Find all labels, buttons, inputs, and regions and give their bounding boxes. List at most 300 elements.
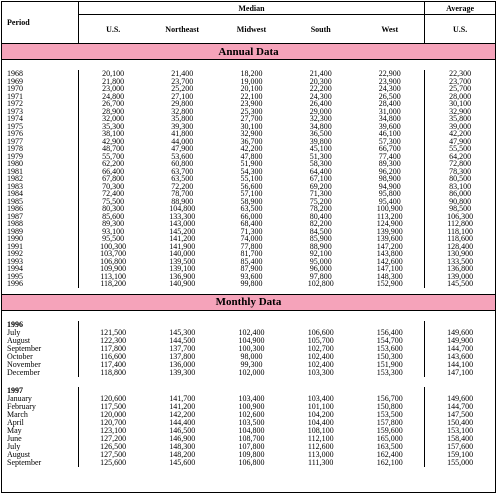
period-cell: 1994 — [2, 265, 78, 273]
period-cell: 1992 — [2, 250, 78, 258]
period-cell: March — [2, 411, 78, 419]
median-group-header: Median — [78, 2, 424, 15]
value-cell: 23,700 — [171, 76, 194, 86]
value-cell: 29,000 — [309, 106, 332, 116]
value-cell: 55,100 — [240, 174, 263, 183]
value-cell: 84,500 — [309, 226, 332, 236]
value-cell: 32,900 — [240, 129, 263, 138]
value-cell: 20,100 — [102, 69, 125, 78]
value-cell: 159,600 — [376, 425, 403, 435]
value-cell: 42,200 — [240, 144, 263, 153]
value-cell: 26,700 — [102, 99, 125, 108]
value-cell: 96,000 — [309, 264, 332, 273]
value-cell: 150,300 — [376, 351, 403, 361]
annual-section — [2, 44, 495, 288]
value-cell: 23,700 — [425, 78, 495, 86]
period-cell: 1974 — [2, 115, 78, 123]
value-cell: 162,100 — [376, 457, 403, 467]
period-cell: 1985 — [2, 198, 78, 206]
value-cell: 25,200 — [171, 84, 194, 93]
value-cell: 98,500 — [425, 205, 495, 213]
value-cell: 94,900 — [378, 181, 401, 191]
value-cell: 104,400 — [307, 417, 334, 427]
value-cell: 144,500 — [169, 335, 196, 345]
value-cell: 152,900 — [376, 279, 403, 288]
value-cell: 77,800 — [240, 241, 263, 251]
value-cell: 99,800 — [240, 279, 263, 288]
value-cell: 24,300 — [309, 91, 332, 101]
value-cell: 113,100 — [100, 271, 127, 281]
value-cell: 109,900 — [100, 264, 127, 273]
value-cell: 72,800 — [425, 160, 495, 168]
value-cell: 139,300 — [169, 367, 196, 377]
value-cell: 142,600 — [376, 256, 403, 266]
period-cell: 1991 — [2, 243, 78, 251]
value-cell: 108,100 — [307, 425, 334, 435]
value-cell: 47,900 — [425, 138, 495, 146]
value-cell: 139,100 — [169, 264, 196, 273]
value-cell: 104,800 — [238, 425, 265, 435]
value-cell: 133,300 — [169, 211, 196, 221]
value-cell: 39,600 — [378, 121, 401, 131]
value-cell: 22,900 — [378, 69, 401, 78]
value-cell: 118,100 — [425, 228, 495, 236]
value-cell: 32,300 — [309, 114, 332, 123]
period-cell: September — [2, 459, 78, 467]
year-group-label: 1996 — [2, 321, 78, 329]
value-cell: 121,500 — [100, 327, 127, 337]
period-cell: 1968 — [2, 70, 78, 78]
value-cell: 19,000 — [240, 76, 263, 86]
period-cell: 1972 — [2, 100, 78, 108]
period-cell: 1979 — [2, 153, 78, 161]
value-cell: 66,000 — [240, 211, 263, 221]
value-cell: 100,900 — [376, 204, 403, 213]
value-cell: 75,500 — [102, 196, 125, 206]
value-cell: 47,800 — [240, 151, 263, 161]
value-cell: 100,900 — [238, 401, 265, 411]
value-cell: 38,100 — [102, 129, 125, 138]
value-cell: 57,300 — [378, 136, 401, 146]
value-cell: 153,600 — [376, 343, 403, 353]
value-cell: 145,600 — [169, 457, 196, 467]
col-header-midwest: Midwest — [217, 15, 286, 44]
period-cell: 1993 — [2, 258, 78, 266]
value-cell: 143,600 — [425, 353, 495, 361]
period-cell: 1987 — [2, 213, 78, 221]
value-cell: 140,000 — [169, 249, 196, 258]
value-cell: 112,600 — [307, 441, 334, 451]
value-cell: 95,400 — [378, 196, 401, 206]
col-header-average-us: U.S. — [425, 15, 495, 44]
value-cell: 120,000 — [100, 409, 127, 419]
value-cell: 141,700 — [169, 393, 196, 403]
period-cell: 1988 — [2, 220, 78, 228]
value-cell: 136,900 — [169, 271, 196, 281]
value-cell: 64,200 — [425, 153, 495, 161]
col-header-west: West — [355, 15, 424, 44]
value-cell: 35,300 — [102, 121, 125, 131]
value-cell: 120,600 — [100, 393, 127, 403]
table-row — [2, 369, 495, 377]
value-cell: 102,400 — [307, 359, 334, 369]
col-header-northeast: Northeast — [148, 15, 217, 44]
value-cell: 148,200 — [169, 449, 196, 459]
value-cell: 39,300 — [171, 121, 194, 131]
value-cell: 64,400 — [309, 166, 332, 176]
period-cell: July — [2, 443, 78, 451]
value-cell: 104,800 — [169, 204, 196, 213]
value-cell: 24,800 — [102, 91, 125, 101]
value-cell: 99,300 — [240, 359, 263, 369]
value-cell: 53,600 — [171, 151, 194, 161]
value-cell: 102,400 — [307, 351, 334, 361]
value-cell: 85,900 — [309, 234, 332, 243]
value-cell: 63,500 — [171, 174, 194, 183]
value-cell: 78,300 — [425, 168, 495, 176]
value-cell: 25,700 — [425, 85, 495, 93]
value-cell: 82,200 — [309, 219, 332, 228]
table-row — [2, 280, 495, 288]
value-cell: 88,900 — [171, 196, 194, 206]
period-cell: April — [2, 419, 78, 427]
value-cell: 105,700 — [307, 335, 334, 345]
value-cell: 157,600 — [425, 443, 495, 451]
value-cell: 34,800 — [309, 121, 332, 131]
value-cell: 113,200 — [376, 211, 403, 221]
value-cell: 103,500 — [238, 417, 265, 427]
value-cell: 27,100 — [171, 91, 194, 101]
value-cell: 22,100 — [240, 91, 263, 101]
value-cell: 136,800 — [425, 265, 495, 273]
value-cell: 103,700 — [100, 249, 127, 258]
value-cell: 80,300 — [102, 204, 125, 213]
value-cell: 147,200 — [376, 241, 403, 251]
period-cell: 1970 — [2, 85, 78, 93]
value-cell: 62,200 — [102, 159, 125, 168]
value-cell: 104,200 — [307, 409, 334, 419]
value-cell: 118,600 — [425, 235, 495, 243]
value-cell: 100,300 — [100, 241, 127, 251]
value-cell: 42,900 — [102, 136, 125, 146]
value-cell: 130,900 — [425, 250, 495, 258]
value-cell: 123,100 — [100, 425, 127, 435]
value-cell: 23,900 — [378, 76, 401, 86]
value-cell: 34,800 — [378, 114, 401, 123]
value-cell: 162,400 — [376, 449, 403, 459]
value-cell: 47,900 — [171, 144, 194, 153]
value-cell: 80,400 — [309, 211, 332, 221]
value-cell: 107,800 — [238, 441, 265, 451]
value-cell: 112,800 — [425, 220, 495, 228]
value-cell: 153,500 — [376, 409, 403, 419]
value-cell: 58,300 — [309, 159, 332, 168]
value-cell: 41,800 — [171, 129, 194, 138]
period-cell: 1982 — [2, 175, 78, 183]
value-cell: 23,900 — [240, 99, 263, 108]
value-cell: 44,000 — [171, 136, 194, 146]
period-cell: 1986 — [2, 205, 78, 213]
value-cell: 35,800 — [425, 115, 495, 123]
value-cell: 85,400 — [240, 256, 263, 266]
value-cell: 151,900 — [376, 359, 403, 369]
value-cell: 145,300 — [169, 327, 196, 337]
value-cell: 118,200 — [100, 279, 127, 288]
value-cell: 117,500 — [100, 401, 127, 411]
average-group-header: Average — [425, 2, 495, 15]
value-cell: 140,900 — [169, 279, 196, 288]
value-cell: 139,600 — [376, 234, 403, 243]
period-cell: 1978 — [2, 145, 78, 153]
value-cell: 81,700 — [240, 249, 263, 258]
value-cell: 133,500 — [425, 258, 495, 266]
value-cell: 125,600 — [100, 457, 127, 467]
value-cell: 95,000 — [309, 256, 332, 266]
period-cell: 1996 — [2, 280, 78, 288]
value-cell: 57,100 — [240, 189, 263, 198]
value-cell: 139,900 — [376, 226, 403, 236]
value-cell: 88,900 — [309, 241, 332, 251]
value-cell: 97,800 — [309, 271, 332, 281]
value-cell: 22,300 — [425, 70, 495, 78]
value-cell: 30,100 — [425, 100, 495, 108]
period-cell: January — [2, 395, 78, 403]
value-cell: 149,900 — [425, 337, 495, 345]
table-row — [2, 459, 495, 467]
value-cell: 95,800 — [378, 189, 401, 198]
value-cell: 66,400 — [102, 166, 125, 176]
value-cell: 29,800 — [171, 99, 194, 108]
value-cell: 32,000 — [102, 114, 125, 123]
period-cell: November — [2, 361, 78, 369]
value-cell: 98,900 — [378, 174, 401, 183]
value-cell: 128,400 — [425, 243, 495, 251]
value-cell: 35,800 — [171, 114, 194, 123]
period-cell: 1969 — [2, 78, 78, 86]
value-cell: 137,800 — [169, 351, 196, 361]
value-cell: 78,700 — [171, 189, 194, 198]
value-cell: 63,500 — [240, 204, 263, 213]
value-cell: 32,900 — [425, 108, 495, 116]
value-cell: 145,500 — [425, 280, 495, 288]
value-cell: 144,700 — [425, 403, 495, 411]
period-cell: May — [2, 427, 78, 435]
period-cell: 1971 — [2, 93, 78, 101]
value-cell: 158,400 — [425, 435, 495, 443]
annual-section-title: Annual Data — [2, 44, 495, 60]
value-cell: 71,300 — [309, 189, 332, 198]
value-cell: 39,000 — [425, 123, 495, 131]
value-cell: 147,100 — [425, 369, 495, 377]
period-cell: June — [2, 435, 78, 443]
value-cell: 89,300 — [378, 159, 401, 168]
value-cell: 116,600 — [100, 351, 127, 361]
value-cell: 117,800 — [100, 343, 127, 353]
value-cell: 159,100 — [425, 451, 495, 459]
value-cell: 141,200 — [169, 234, 196, 243]
period-cell: August — [2, 451, 78, 459]
period-cell: July — [2, 329, 78, 337]
value-cell: 31,000 — [378, 106, 401, 116]
value-cell: 85,600 — [102, 211, 125, 221]
value-cell: 75,200 — [309, 196, 332, 206]
value-cell: 144,400 — [169, 417, 196, 427]
value-cell: 144,700 — [425, 345, 495, 353]
value-cell: 95,500 — [102, 234, 125, 243]
value-cell: 102,000 — [238, 367, 265, 377]
value-cell: 20,300 — [309, 76, 332, 86]
value-cell: 27,700 — [240, 114, 263, 123]
value-cell: 20,100 — [240, 84, 263, 93]
period-cell: February — [2, 403, 78, 411]
value-cell: 68,400 — [240, 219, 263, 228]
value-cell: 109,800 — [238, 449, 265, 459]
value-cell: 154,700 — [376, 335, 403, 345]
value-cell: 32,800 — [171, 106, 194, 116]
value-cell: 103,300 — [307, 367, 334, 377]
period-cell: September — [2, 345, 78, 353]
value-cell: 98,000 — [240, 351, 263, 361]
period-cell: October — [2, 353, 78, 361]
period-cell: 1977 — [2, 138, 78, 146]
value-cell: 51,300 — [309, 151, 332, 161]
value-cell: 46,100 — [378, 129, 401, 138]
value-cell: 93,600 — [240, 271, 263, 281]
value-cell: 72,400 — [102, 189, 125, 198]
value-cell: 139,500 — [169, 256, 196, 266]
value-cell: 103,400 — [307, 393, 334, 403]
value-cell: 56,600 — [240, 181, 263, 191]
period-cell: 1995 — [2, 273, 78, 281]
value-cell: 146,900 — [169, 433, 196, 443]
value-cell: 21,400 — [309, 69, 332, 78]
value-cell: 149,600 — [425, 329, 495, 337]
value-cell: 28,900 — [102, 106, 125, 116]
value-cell: 71,300 — [240, 226, 263, 236]
value-cell: 102,600 — [238, 409, 265, 419]
value-cell: 54,300 — [240, 166, 263, 176]
value-cell: 18,200 — [240, 69, 263, 78]
value-cell: 92,100 — [309, 249, 332, 258]
value-cell: 96,200 — [378, 166, 401, 176]
value-cell: 106,600 — [307, 327, 334, 337]
value-cell: 147,500 — [425, 411, 495, 419]
value-cell: 86,000 — [425, 190, 495, 198]
col-header-south: South — [286, 15, 355, 44]
value-cell: 101,100 — [307, 401, 334, 411]
value-cell: 74,000 — [240, 234, 263, 243]
period-cell: 1973 — [2, 108, 78, 116]
value-cell: 21,800 — [102, 76, 125, 86]
value-cell: 146,500 — [169, 425, 196, 435]
value-cell: 156,400 — [376, 327, 403, 337]
value-cell: 25,300 — [240, 106, 263, 116]
value-cell: 100,300 — [238, 343, 265, 353]
value-cell: 157,800 — [376, 417, 403, 427]
value-cell: 148,300 — [376, 271, 403, 281]
value-cell: 153,300 — [376, 367, 403, 377]
value-cell: 118,800 — [100, 367, 127, 377]
value-cell: 83,100 — [425, 183, 495, 191]
value-cell: 163,500 — [376, 441, 403, 451]
value-cell: 67,100 — [309, 174, 332, 183]
value-cell: 148,300 — [169, 441, 196, 451]
value-cell: 106,300 — [425, 213, 495, 221]
period-cell: 1976 — [2, 130, 78, 138]
value-cell: 120,700 — [100, 417, 127, 427]
value-cell: 24,300 — [378, 84, 401, 93]
period-cell: 1990 — [2, 235, 78, 243]
monthly-section — [2, 288, 495, 467]
value-cell: 106,800 — [238, 457, 265, 467]
period-cell: December — [2, 369, 78, 377]
value-cell: 143,800 — [376, 249, 403, 258]
value-cell: 150,400 — [425, 419, 495, 427]
value-cell: 58,900 — [240, 196, 263, 206]
value-cell: 144,100 — [425, 361, 495, 369]
value-cell: 28,400 — [378, 99, 401, 108]
value-cell: 112,100 — [307, 433, 334, 443]
period-cell: 1984 — [2, 190, 78, 198]
value-cell: 156,700 — [376, 393, 403, 403]
value-cell: 55,500 — [425, 145, 495, 153]
value-cell: 155,000 — [425, 459, 495, 467]
value-cell: 80,500 — [425, 175, 495, 183]
price-table — [2, 2, 495, 467]
value-cell: 102,400 — [238, 327, 265, 337]
value-cell: 63,700 — [171, 166, 194, 176]
value-cell: 87,900 — [240, 264, 263, 273]
value-cell: 147,100 — [376, 264, 403, 273]
value-cell: 141,900 — [169, 241, 196, 251]
monthly-section-title: Monthly Data — [2, 294, 495, 310]
value-cell: 30,100 — [240, 121, 263, 131]
year-group-label: 1997 — [2, 387, 78, 395]
value-cell: 66,700 — [378, 144, 401, 153]
value-cell: 165,000 — [376, 433, 403, 443]
value-cell: 42,200 — [425, 130, 495, 138]
value-cell: 55,700 — [102, 151, 125, 161]
value-cell: 113,000 — [307, 449, 334, 459]
value-cell: 39,800 — [309, 136, 332, 146]
value-cell: 124,900 — [376, 219, 403, 228]
value-cell: 45,100 — [309, 144, 332, 153]
period-cell: 1975 — [2, 123, 78, 131]
value-cell: 127,500 — [100, 449, 127, 459]
period-cell: 1980 — [2, 160, 78, 168]
value-cell: 126,500 — [100, 441, 127, 451]
value-cell: 72,200 — [171, 181, 194, 191]
value-cell: 51,900 — [240, 159, 263, 168]
period-cell: August — [2, 337, 78, 345]
value-cell: 142,200 — [169, 409, 196, 419]
value-cell: 48,700 — [102, 144, 125, 153]
value-cell: 93,100 — [102, 226, 125, 236]
value-cell: 108,700 — [238, 433, 265, 443]
value-cell: 77,400 — [378, 151, 401, 161]
period-cell: 1989 — [2, 228, 78, 236]
value-cell: 26,400 — [309, 99, 332, 108]
value-cell: 122,300 — [100, 335, 127, 345]
value-cell: 103,400 — [238, 393, 265, 403]
value-cell: 60,800 — [171, 159, 194, 168]
period-cell: 1981 — [2, 168, 78, 176]
value-cell: 149,600 — [425, 395, 495, 403]
value-cell: 145,200 — [169, 226, 196, 236]
value-cell: 150,800 — [376, 401, 403, 411]
value-cell: 23,000 — [102, 84, 125, 93]
value-cell: 106,800 — [100, 256, 127, 266]
